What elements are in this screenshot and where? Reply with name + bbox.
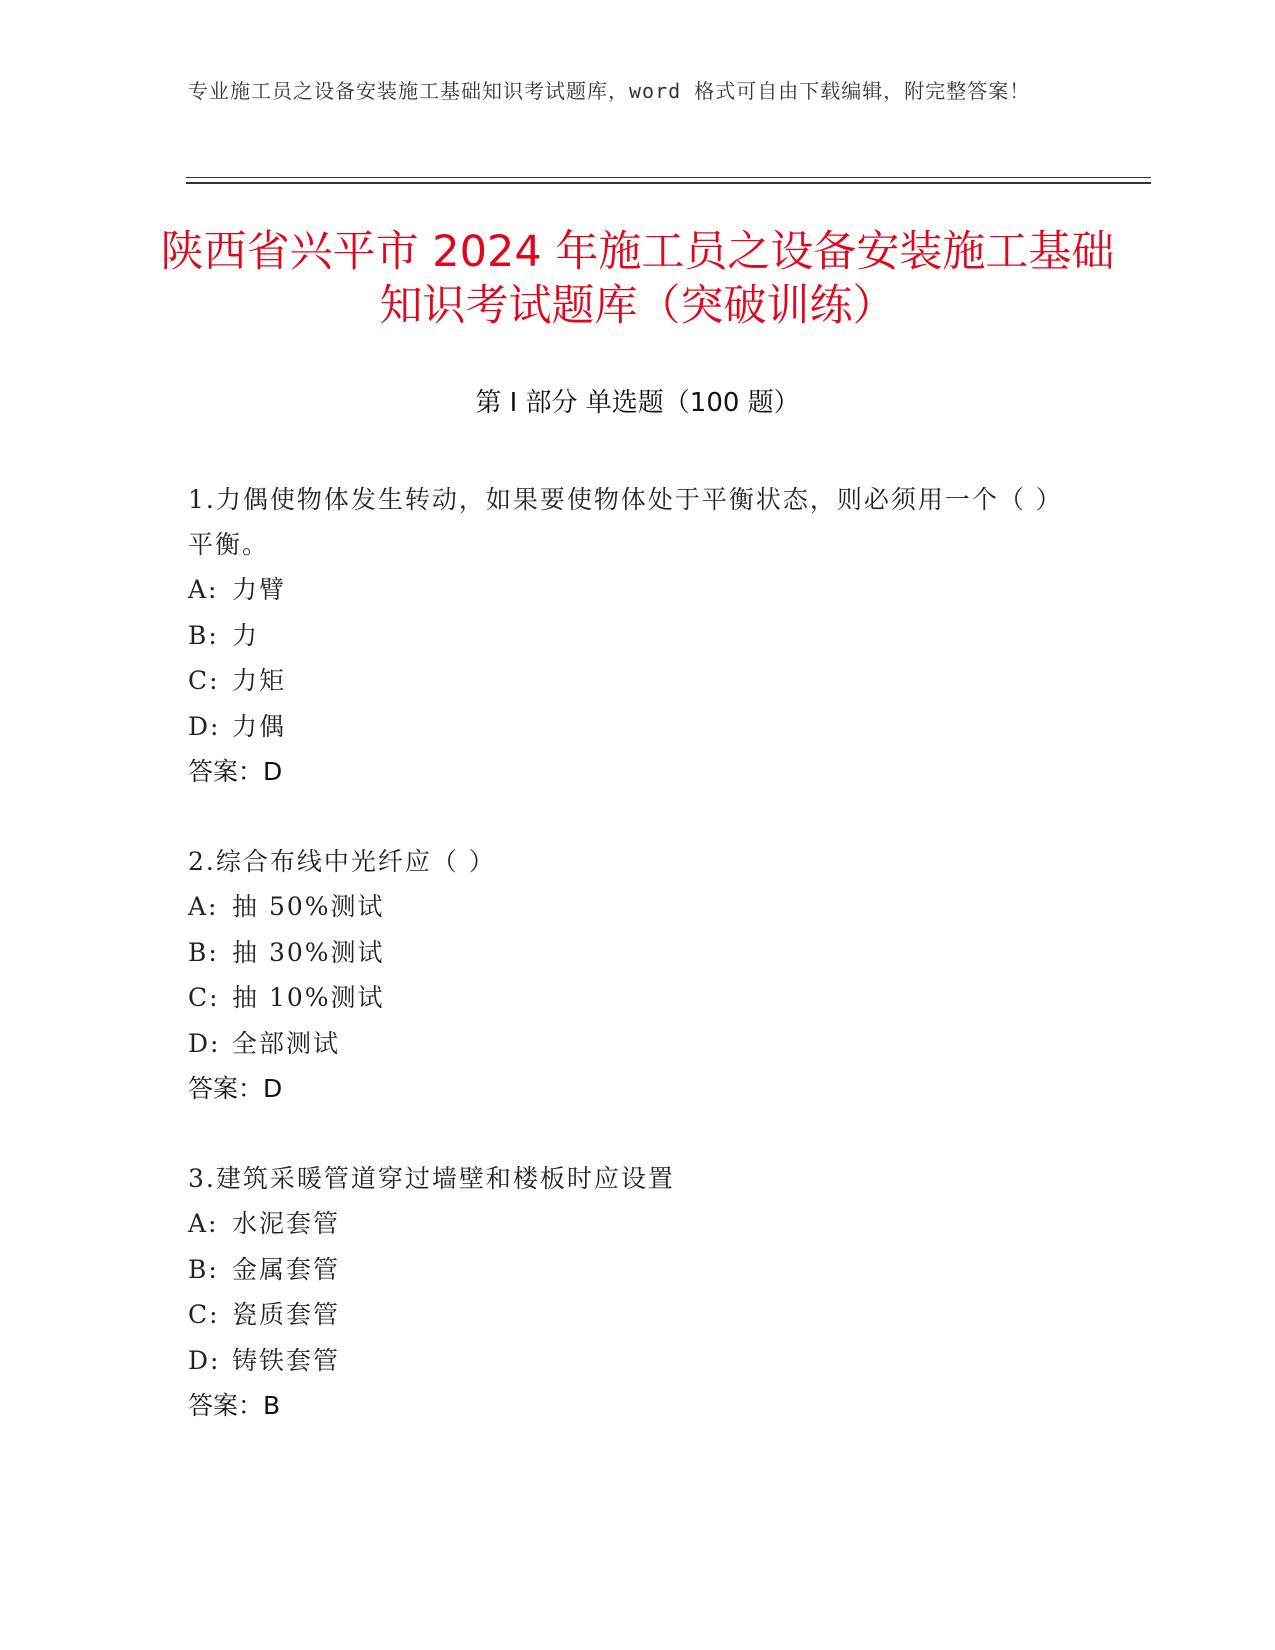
answer-line: 答案：D [188,757,283,786]
option-c [188,658,1088,704]
question-stem: 1.力偶使物体发生转动，如果要使物体处于平衡状态，则必须用一个（ ）平衡。 [188,485,1063,559]
question-stem: 2.综合布线中光纤应（ ） [188,847,496,876]
header-divider-thin [186,177,1151,178]
option-d [188,1338,1088,1384]
option-key: B: [188,620,219,650]
option-text: 力 [232,620,260,650]
answer-line: 答案：B [188,1391,281,1420]
section-heading: 第 I 部分 单选题（100 题） [475,388,800,418]
question-list [188,477,1088,1473]
option-text: 铸铁套管 [232,1345,341,1375]
option-text: 力臂 [232,575,287,604]
answer-line: 答案：D [188,1074,283,1103]
option-c [188,975,1088,1021]
option-key: D: [188,711,221,741]
document-title: 陕西省兴平市 2024 年施工员之设备安装施工基础知识考试题库（突破训练） [160,227,1115,331]
option-d [188,1021,1088,1067]
option-key: B: [188,937,219,967]
option-b [188,1247,1088,1293]
option-key: D: [188,1345,221,1375]
header-note: 专业施工员之设备安装施工基础知识考试题库，word 格式可自由下载编辑，附完整答案！ [188,79,1031,103]
option-text: 抽 50%测试 [232,892,385,921]
question-2 [188,839,1088,1111]
question-3 [188,1156,1088,1428]
option-key: C: [188,1300,220,1329]
option-b [188,613,1088,659]
option-key: C: [188,983,220,1012]
option-text: 抽 10%测试 [232,983,385,1012]
option-text: 全部测试 [232,1028,341,1058]
option-d [188,704,1088,750]
option-c [188,1292,1088,1338]
option-a [188,1201,1088,1247]
option-text: 金属套管 [232,1254,341,1284]
option-key: C: [188,666,220,695]
question-1 [188,477,1088,794]
option-text: 瓷质套管 [232,1300,341,1329]
option-key: A: [188,575,219,604]
header-divider-thick [186,182,1151,184]
option-key: A: [188,892,219,921]
option-key: B: [188,1254,219,1284]
option-text: 力偶 [232,711,287,741]
option-text: 力矩 [232,666,287,695]
option-a [188,884,1088,930]
option-text: 水泥套管 [232,1209,341,1238]
option-b [188,930,1088,976]
question-stem: 3.建筑采暖管道穿过墙壁和楼板时应设置 [188,1164,675,1193]
option-a [188,567,1088,613]
option-text: 抽 30%测试 [232,937,385,967]
option-key: A: [188,1209,219,1238]
option-key: D: [188,1028,221,1058]
